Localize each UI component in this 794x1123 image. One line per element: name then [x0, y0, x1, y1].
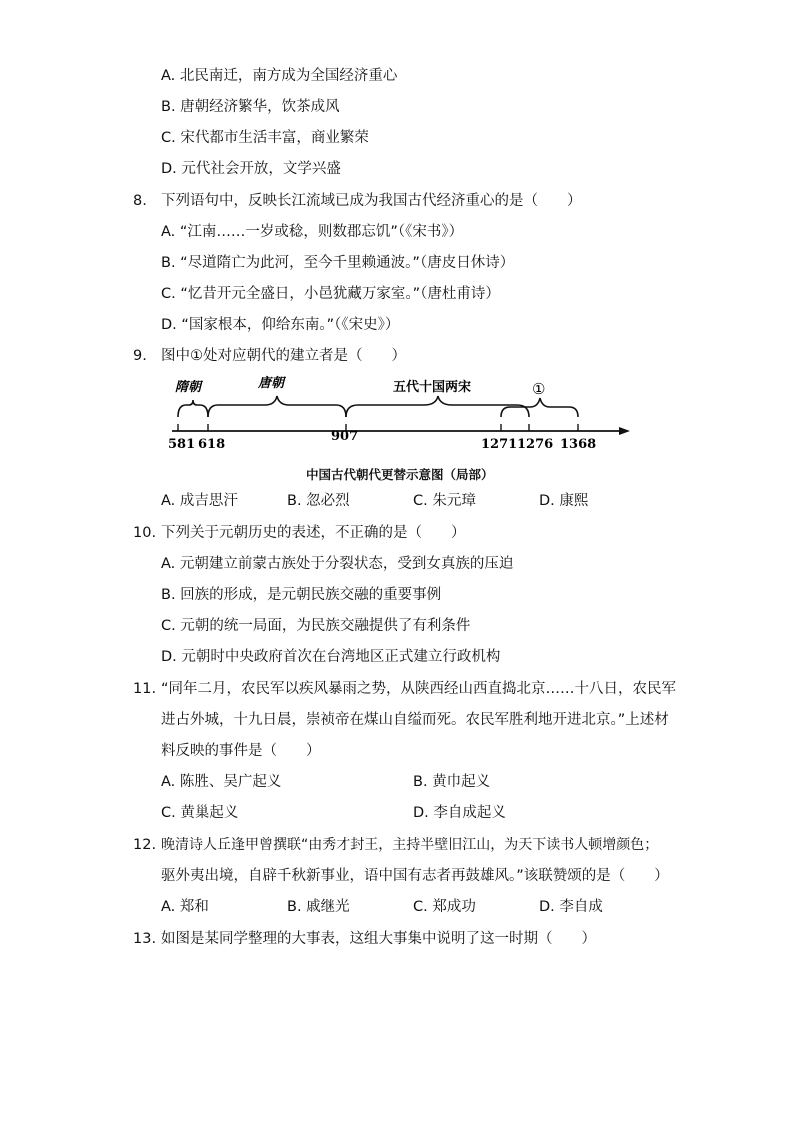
- q9-option-b[interactable]: B. 忽必烈: [287, 493, 350, 509]
- q11-stem-line1: “同年二月，农民军以疾风暴雨之势，从陕西经山西直捣北京……十八日，农民军: [161, 681, 677, 697]
- q9-option-d[interactable]: D. 康熙: [539, 493, 589, 509]
- q12-option-d[interactable]: D. 李自成: [539, 899, 603, 915]
- q8-option-c[interactable]: C. “忆昔开元全盛日，小邑犹藏万家室。”（唐杜甫诗）: [161, 286, 500, 302]
- q10-number: 10.: [133, 525, 157, 541]
- timeline-caption: 中国古代朝代更替示意图（局部）: [306, 467, 494, 482]
- q8-option-a[interactable]: A. “江南……一岁或稔，则数郡忘饥”（《宋书》）: [161, 224, 464, 240]
- q8-stem: 下列语句中，反映长江流域已成为我国古代经济重心的是（ ）: [161, 193, 582, 209]
- q11-stem-line2: 进占外城，十九日晨，崇祯帝在煤山自缢而死。农民军胜利地开进北京。”上述材: [161, 712, 669, 728]
- brace-tang: [208, 396, 346, 417]
- q13-stem: 如图是某同学整理的大事表，这组大事集中说明了这一时期（ ）: [161, 931, 596, 947]
- q9-option-c[interactable]: C. 朱元璋: [413, 493, 476, 509]
- q11-option-c[interactable]: C. 黄巢起义: [161, 805, 239, 821]
- q10-option-a[interactable]: A. 元朝建立前蒙古族处于分裂状态，受到女真族的压迫: [161, 556, 514, 572]
- q11-option-b[interactable]: B. 黄巾起义: [413, 774, 491, 790]
- brace-sui: [178, 400, 208, 417]
- timeline-arrow: [619, 427, 630, 435]
- q7-option-d[interactable]: D. 元代社会开放，文学兴盛: [161, 161, 341, 177]
- q8-number: 8.: [133, 193, 147, 209]
- q12-option-c[interactable]: C. 郑成功: [413, 899, 476, 915]
- year-1276: 1276: [517, 437, 554, 452]
- q11-stem-line3: 料反映的事件是（ ）: [161, 743, 321, 759]
- q10-option-d[interactable]: D. 元朝时中央政府首次在台湾地区正式建立行政机构: [161, 649, 501, 665]
- q11-option-a[interactable]: A. 陈胜、吴广起义: [161, 774, 282, 790]
- q8-option-b[interactable]: B. “尽道隋亡为此河，至今千里赖通波。”（唐皮日休诗）: [161, 255, 515, 271]
- year-581: 581: [168, 437, 196, 452]
- year-618: 618: [198, 437, 226, 452]
- brace-marker: [501, 398, 578, 417]
- q12-option-b[interactable]: B. 戚继光: [287, 899, 350, 915]
- label-tang: 唐朝: [258, 376, 285, 391]
- dynasty-timeline: [160, 372, 635, 452]
- label-wudai-song: 五代十国两宋: [393, 380, 472, 395]
- q11-option-d[interactable]: D. 李自成起义: [413, 805, 506, 821]
- year-1368: 1368: [560, 437, 597, 452]
- q11-number: 11.: [133, 681, 157, 697]
- q9-option-a[interactable]: A. 成吉思汗: [161, 493, 238, 509]
- q10-option-b[interactable]: B. 回族的形成，是元朝民族交融的重要事例: [161, 587, 442, 603]
- q13-number: 13.: [133, 931, 157, 947]
- q12-option-a[interactable]: A. 郑和: [161, 899, 209, 915]
- year-1271: 1271: [481, 437, 518, 452]
- q12-number: 12.: [133, 837, 157, 853]
- q9-stem: 图中①处对应朝代的建立者是（ ）: [161, 348, 406, 364]
- year-907: 907: [331, 429, 359, 444]
- q8-option-d[interactable]: D. “国家根本，仰给东南。”（《宋史》）: [161, 317, 400, 333]
- marker-circled-one: ①: [532, 380, 546, 398]
- q7-option-c[interactable]: C. 宋代都市生活丰富，商业繁荣: [161, 130, 369, 146]
- q12-stem-line1: 晚清诗人丘逢甲曾撰联“由秀才封王，主持半壁旧江山，为天下读书人顿增颜色；: [161, 837, 659, 853]
- q7-option-b[interactable]: B. 唐朝经济繁华，饮茶成风: [161, 99, 340, 115]
- label-sui: 隋朝: [175, 380, 202, 395]
- q10-option-c[interactable]: C. 元朝的统一局面，为民族交融提供了有利条件: [161, 618, 471, 634]
- q12-stem-line2: 驱外夷出境，自辟千秋新事业，语中国有志者再鼓雄风。”该联赞颂的是（ ）: [161, 868, 669, 884]
- q9-number: 9.: [133, 348, 147, 364]
- q10-stem: 下列关于元朝历史的表述，不正确的是（ ）: [161, 525, 466, 541]
- q7-option-a[interactable]: A. 北民南迁，南方成为全国经济重心: [161, 68, 398, 84]
